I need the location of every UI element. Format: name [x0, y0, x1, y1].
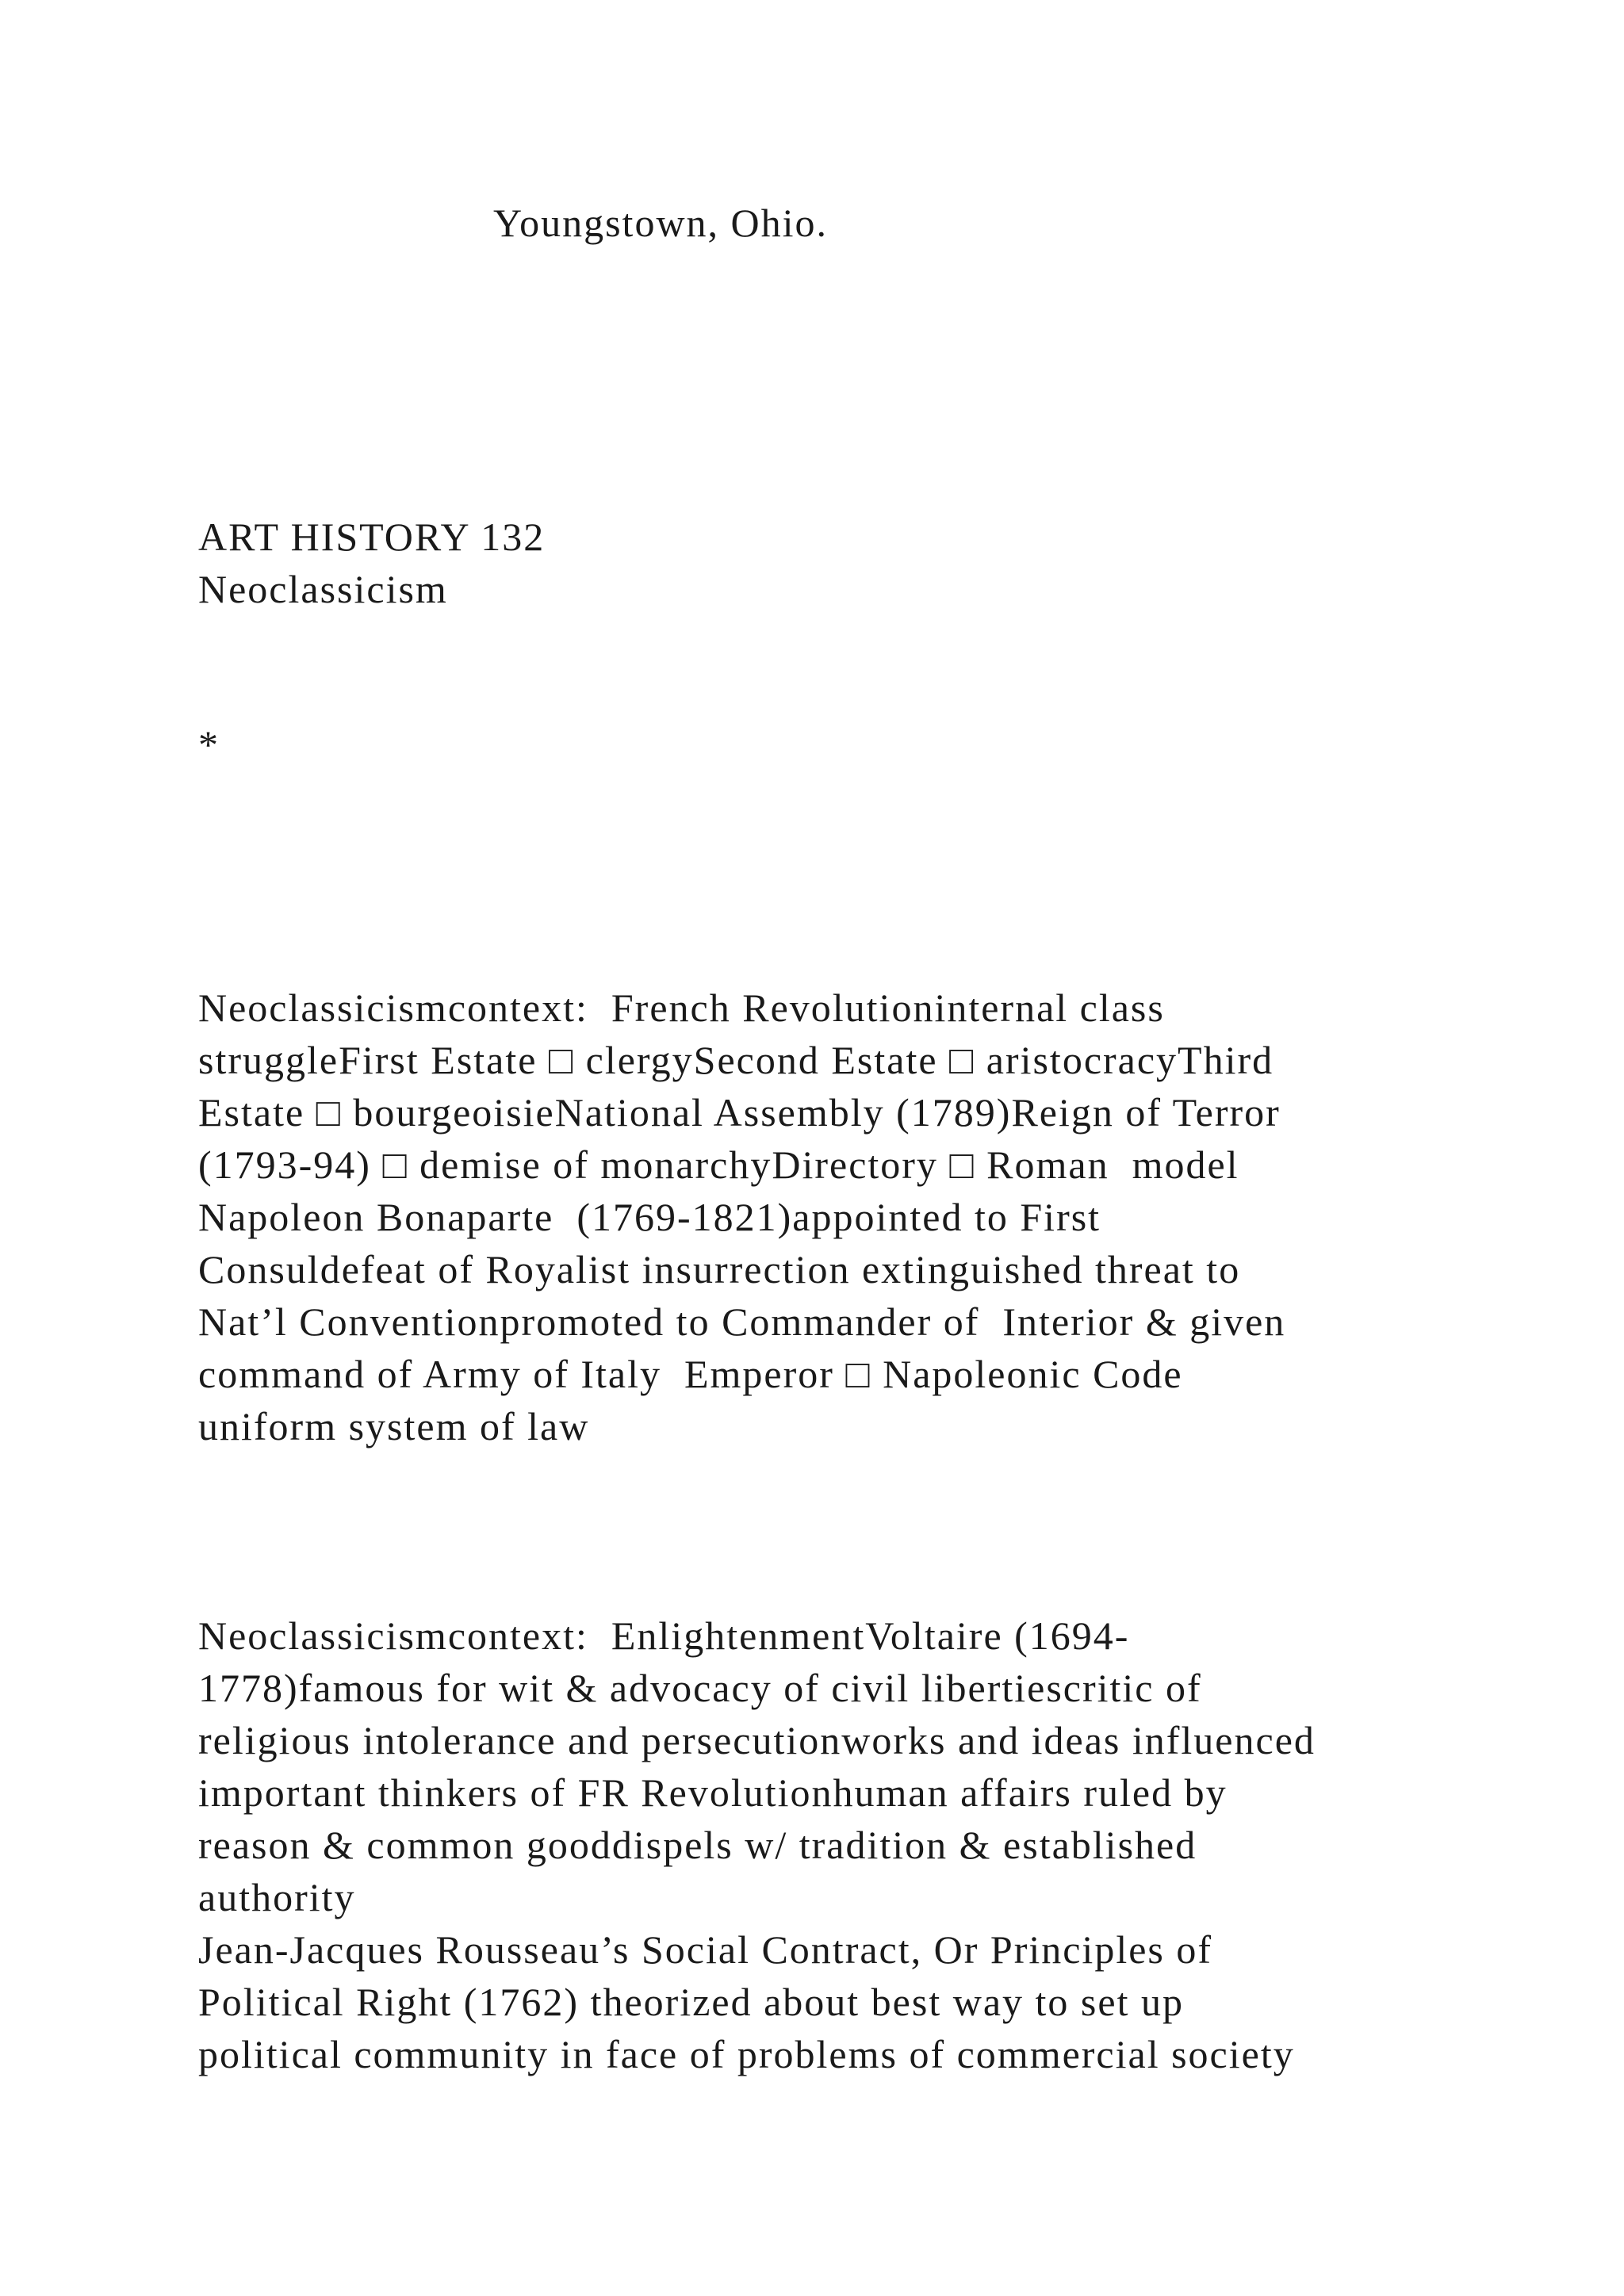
text-line: Political Right (1762) theorized about best way to set up [198, 1980, 1184, 2024]
text-line: 1778)famous for wit & advocacy of civil libertiescritic of [198, 1666, 1202, 1710]
text-line: (1793-94) □ demise of monarchyDirectory □ Roman model [198, 1142, 1239, 1187]
location-line: Youngstown, Ohio. [493, 201, 829, 245]
slide-marker: * [198, 722, 220, 767]
text-line: Neoclassicismcontext: EnlightenmentVoltaire (1694- [198, 1613, 1130, 1658]
text-line: struggleFirst Estate □ clergySecond Estate □ aristocracyThird [198, 1038, 1274, 1082]
text-line: Consuldefeat of Royalist insurrection extinguished threat to [198, 1247, 1241, 1292]
course-title: ART HISTORY 132 [198, 515, 546, 559]
text-line: political community in face of problems of commercial society [198, 2032, 1295, 2076]
text-line: religious intolerance and persecutionworks and ideas influenced [198, 1718, 1316, 1762]
text-line: Neoclassicismcontext: French Revolutioninternal class [198, 985, 1165, 1030]
text-line: authority [198, 1875, 356, 1919]
text-line: Estate □ bourgeoisieNational Assembly (1789)Reign of Terror [198, 1090, 1281, 1135]
text-line: Jean-Jacques Rousseau’s Social Contract, Or Principles of [198, 1927, 1213, 1972]
text-line: Napoleon Bonaparte (1769-1821)appointed to First [198, 1195, 1101, 1239]
text-line: important thinkers of FR Revolutionhuman affairs ruled by [198, 1770, 1228, 1815]
course-subject: Neoclassicism [198, 567, 448, 611]
text-line: reason & common gooddispels w/ tradition & established [198, 1823, 1197, 1867]
text-line: command of Army of Italy Emperor □ Napoleonic Code [198, 1352, 1183, 1396]
text-line: uniform system of law [198, 1404, 590, 1448]
text-line: Nat’l Conventionpromoted to Commander of Interior & given [198, 1299, 1286, 1344]
